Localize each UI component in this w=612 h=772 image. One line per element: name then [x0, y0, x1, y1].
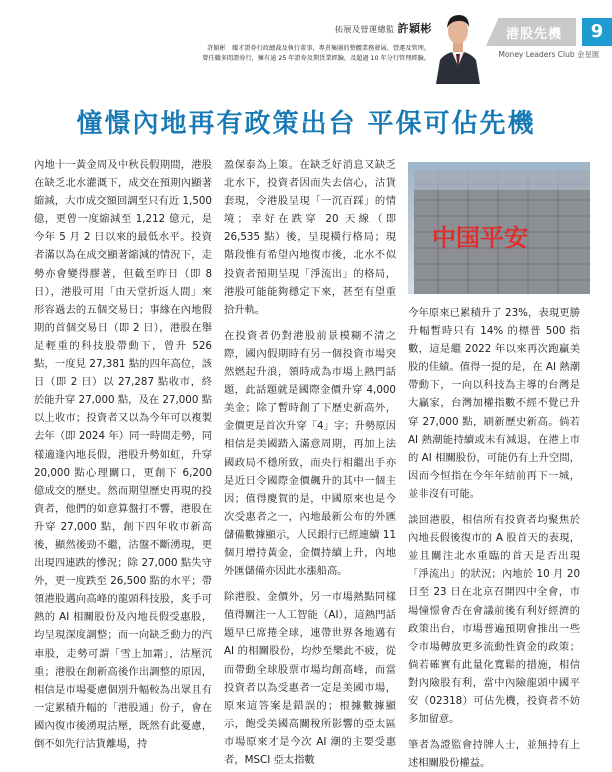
article-column-2 [224, 156, 396, 766]
paragraph: 在投資者仍對港股前景模糊不清之際，國內假期時有另一個投資市場突然燃起升浪，領時成為市場上熱門話題，此話題就是國際金價升穿 4,000 美金；除了暫時創了下歷史新高外，金價更是首次升穿「4」字；升勢原因相信是美國踏入滿意周期，再加上法國政局不穩所致，而央行相繼出手亦是近日令國際金價飆升的其中一個主因；值得慶賀的是，中國原來也是今次受惠者之一，內地最新公布的外匯儲備數據顯示，人民銀行已經連續 11 個月增持黃金，金價持續上升，內地外匯儲備亦因此水漲船高。 [224, 329, 396, 578]
author-bio [130, 44, 430, 64]
paragraph: 筆者為證監會持牌人士，並無持有上述相關股份權益。 [408, 739, 580, 770]
article-column-3 [408, 304, 580, 770]
author-bio-line-2: 曾任職多間證券行，擁有逾 25 年證券及期貨業經驗，及超過 10 年分行管理經驗。 [202, 55, 430, 62]
author-credit [335, 20, 432, 36]
paragraph: 內地十一黃金周及中秋長假期間，港股在缺乏北水灌溉下，成交在預期內顯著縮減，大市成交額回調至只有近 1,500 億，更曾一度縮減至 1,212 億元，是今年 5 月 2 日以來的最低水平。投資者滿以為在成交顯著縮減的情況下，走勢亦會變得膠著，但截至昨日（即 8 日），港股可用「由天堂折返人間」來形容過去的五個交易日；事緣在內地假期的首個交易日（即 2 日），港股在舉足輕重的科技股帶動下，曾升 526 點，一度見 27,381 點的四年高位，該日（即 2 日）以 27,287 點收市，終於能升穿 27,000 點，及在 27,000 點以上收市；投資者又以為今年可以複製去年（即 2024 年）同一時間走勢，同樣適逢內地長假，港股升勢如虹，升穿 20,000 點心理關口，更創下 6,200 億成交的歷史。然而期望歷史再現的投資者，他們的如意算盤打不響，港股在升穿 27,000 點，創下四年收市新高後，顯然後勁不繼，沽盤不斷湧現，更出現四連跌的慘況；除 27,000 點失守外，更一度跌至 26,500 點的水平；帶領港股邁向高峰的龍頭科技股，炙手可熱的 AI 相關股份及內地長假受惠股，均呈現深度調整；而一向缺乏動力的汽車股，走勢可謂「雪上加霜」，沽壓沉重；港股在創新高後作出調整的原因，相信是市場憂慮個別升幅較為出眾且有一定累積升幅的「港股通」份子，會在國內復市後湧現沽壓，既然有此憂慮，倒不如先行沽貨離場，持 [34, 159, 212, 750]
author-bio-line-1: 許穎彬 耀才證券行政總裁及執行董事，專責集團的整體業務發展、營運及管理。 [207, 45, 430, 52]
page-header [0, 0, 612, 88]
article-column-1 [34, 156, 212, 756]
club-name: Money Leaders Club 金星匯 [498, 50, 600, 59]
paragraph: 盈保泰為上策。在缺乏好消息又缺乏北水下，投資者因而失去信心，沽貨套現，令港股呈現「一沉百踩」的情境；幸好在跌穿 20 天線（即 26,535 點）後，呈現橫行格局；現階段惟有希望內地復市後，北水不似投資者預期呈現「淨流出」的格局，港股可能能夠穩定下來，甚至有望重拾升軌。 [224, 159, 396, 316]
paragraph: 談回港股，相信所有投資者均聚焦於內地長假後復市的 A 股首天的表現，並且關注北水重臨的首天是否出現「淨流出」的狀況；內地於 10 月 20 日至 23 日在北京召開四中全會，市場憧憬會否在會議前後有利好經濟的政策出台，市場普遍預期會推出一些令市場轉放更多流動性資金的政策；倘若確實有此量化寬鬆的措施，相信對內險股有利，當中內險龍頭中國平安（02318）可佔先機，投資者不妨多加留意。 [408, 514, 580, 726]
column-name: 港股先機 [506, 27, 563, 42]
column-tag [486, 18, 612, 46]
author-role: 拓展及營運總監 [335, 25, 395, 34]
article-photo [408, 162, 590, 294]
author-portrait [432, 4, 484, 84]
paragraph: 除港股、金價外，另一市場熱點同樣值得關注一人工智能（AI），這熱門話題早已席捲全球，連帶世界各地邁有 AI 的相關股份，均炒至樂此不疲，從而帶動全球股票市場均創高峰，而當投資者以為受惠者一定是美國市場，原來這答案是錯誤的；根據數據顯示，飽受美國高關稅所影響的亞太區市場原來才是今次 AI 潮的主要受惠者，MSCI 亞太指數 [224, 591, 396, 766]
ping-an-sign-text: 中国平安 [432, 224, 528, 252]
article-headline: 憧憬內地再有政策出台 平保可佔先機 [76, 109, 536, 139]
author-name: 許穎彬 [397, 22, 432, 35]
page-number: 9 [582, 18, 612, 46]
paragraph: 今年原來已累積升了 23%，表現更勝升幅暫時只有 14% 的標普 500 指數，這是繼 2022 年以來再次跑贏美股的佳績。值得一提的是，在 AI 熱潮帶動下，一向以科技為主導的台灣是大贏家，台灣加權指數不經不覺已升穿 27,000 點，刷新歷史新高。倘若 AI 熱潮能持續或未有減退，在港上市的 AI 相關股份，可能仍有上升空間，因而今恒指在今年年結前再下一城，並非沒有可能。 [408, 307, 580, 500]
